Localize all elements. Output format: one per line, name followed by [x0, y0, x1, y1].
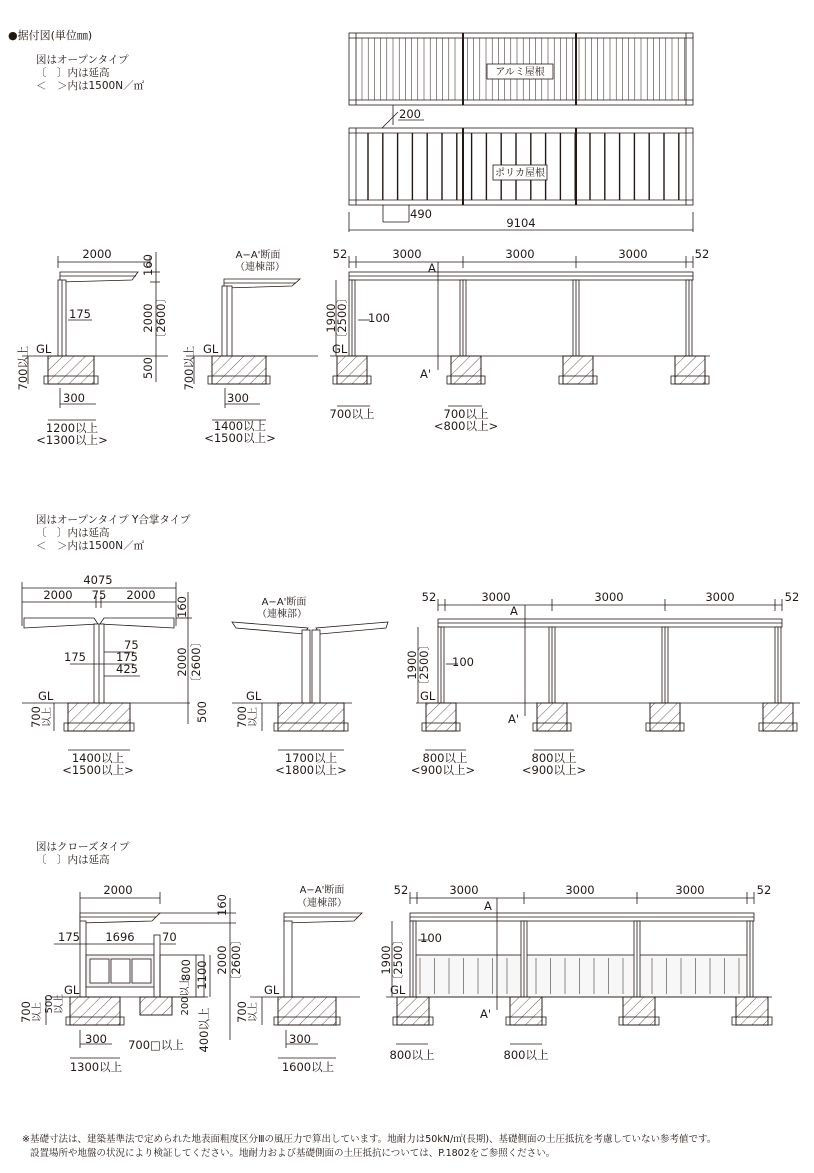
s1-gl: GL [36, 342, 52, 356]
s1-dim-700: 700以上 [16, 345, 30, 391]
s3-el-dim-800b: 800以上 [503, 1048, 549, 1062]
s3-section-subtitle: （連棟部） [297, 898, 347, 909]
s2-dim-2600: 〔2600〕 [189, 635, 203, 689]
s3-dim-500-suffix: 以上 [54, 994, 65, 1014]
s2-section-dim-1700: 1700以上 [284, 751, 338, 765]
page-title: ●据付図(単位㎜) [8, 29, 93, 42]
s2-dim-1400: 1400以上 [71, 751, 125, 765]
s3-section-dim-700: 700 [235, 1001, 249, 1023]
s2-dim-175a: 175 [64, 650, 86, 664]
s2-dim-175b: 175 [116, 650, 138, 664]
s2-dim-2000a: 2000 [43, 588, 73, 602]
s1-el-dim-3000c: 3000 [618, 247, 648, 261]
footing [675, 356, 705, 384]
footing [763, 703, 793, 731]
footing [736, 997, 768, 1025]
s2-el-dim-52a: 52 [421, 590, 437, 604]
s2-dim-425: 425 [116, 662, 138, 676]
s1-section-dim-1500: <1500以上> [204, 431, 276, 445]
s1-dim-1200: 1200以上 [45, 421, 99, 435]
s2-section-dim-1800: <1800以上> [275, 763, 347, 777]
section3-note-bracket: 〔 〕内は延高 [36, 854, 110, 866]
footnote-line1: ※基礎寸法は、建築基準法で定められた地表面粗度区分Ⅲの風圧力で算出しています。地耐力は50kN/㎡(長期)、基礎側面の土圧抵抗を考慮していない参考値です。 [22, 1134, 717, 1145]
footing [451, 356, 481, 384]
dim-200: 200 [399, 107, 421, 121]
section1-note-bracket: 〔 〕内は延高 [36, 67, 110, 79]
s1-section-view [182, 248, 318, 445]
s1-el-A-prime: A' [420, 367, 432, 381]
s3-dim-800: 800 [179, 959, 193, 981]
s3-section-gl: GL [264, 983, 280, 997]
s3-dim-400: 400以上 [197, 1007, 211, 1053]
s1-el-dim-3000b: 3000 [505, 247, 535, 261]
section2-note-bracket: 〔 〕内は延高 [36, 527, 110, 539]
s2-dim-2000b: 2000 [126, 588, 156, 602]
section1-note-load: ＜ ＞内は1500N／㎡ [36, 80, 145, 92]
s3-dim-700: 700 [19, 1001, 33, 1023]
s2-dim-2000h: 2000 [175, 647, 189, 677]
s2-el-A: A [510, 604, 518, 618]
s3-side-view [19, 883, 243, 1074]
s1-el-dim-2500: 〔2500〕 [335, 291, 349, 345]
s3-dim-700-suffix: 以上 [32, 1002, 43, 1022]
s2-el-dim-100: 100 [452, 655, 474, 669]
s3-dim-2000h: 2000 [215, 945, 229, 975]
s2-el-dim-900b: <900以上> [521, 763, 587, 777]
s3-dim-1696: 1696 [105, 930, 135, 944]
s1-el-dim-100: 100 [368, 311, 390, 325]
s3-dim-300: 300 [85, 1032, 107, 1046]
s3-dim-175: 175 [58, 930, 80, 944]
s3-el-dim-2500: 〔2500〕 [391, 933, 405, 987]
plan-polycarbonate-roof [349, 128, 693, 232]
s3-el-dim-3000c: 3000 [675, 883, 705, 897]
s3-dim-1300: 1300以上 [69, 1060, 123, 1074]
s1-dim-300: 300 [63, 391, 85, 405]
plan-aluminium-roof [349, 33, 693, 128]
s2-el-dim-3000c: 3000 [705, 590, 735, 604]
dim-490: 490 [410, 207, 432, 221]
s2-el-dim-3000b: 3000 [594, 590, 624, 604]
s2-section-view [232, 595, 388, 777]
s1-section-dim-700: 700以上 [182, 345, 196, 391]
footing [510, 997, 542, 1025]
polycarbonate-roof-label: ポリカ屋根 [495, 168, 545, 179]
s1-section-subtitle: （連棟部） [235, 262, 285, 273]
s1-el-A: A [428, 261, 436, 275]
s2-el-dim-800b: 800以上 [531, 751, 577, 765]
s3-el-A-prime: A' [480, 1007, 492, 1021]
dim-9104: 9104 [506, 216, 536, 230]
s1-el-dim-1900: 1900 [324, 303, 338, 333]
s2-section-dim-700: 700 [235, 706, 249, 728]
s1-el-gl: GL [332, 342, 348, 356]
s3-dim-2000w: 2000 [103, 883, 133, 897]
s2-el-gl: GL [420, 689, 436, 703]
s2-dim-4075: 4075 [83, 573, 113, 587]
s2-dim-700: 700 [29, 706, 43, 728]
aluminium-roof-label: アルミ屋根 [495, 67, 545, 78]
section2-note-load: ＜ ＞内は1500N／㎡ [36, 540, 145, 552]
s3-el-dim-100: 100 [420, 931, 442, 945]
section3-note-type: 図はクローズタイプ [36, 841, 130, 853]
footing [623, 997, 655, 1025]
s2-dim-1500: <1500以上> [62, 763, 134, 777]
s1-dim-2000w: 2000 [82, 247, 112, 261]
footing [650, 703, 680, 731]
s3-section-dim-1600: 1600以上 [281, 1060, 335, 1074]
s3-el-dim-1900: 1900 [379, 945, 393, 975]
s3-el-dim-3000a: 3000 [449, 883, 479, 897]
s2-section-dim-700-suffix: 以上 [248, 707, 259, 727]
s2-el-dim-900a: <900以上> [410, 763, 476, 777]
s2-dim-75: 75 [91, 588, 107, 602]
s3-section-dim-300: 300 [289, 1032, 311, 1046]
s2-section-gl: GL [246, 689, 262, 703]
footing [563, 356, 593, 384]
s2-el-dim-3000a: 3000 [481, 590, 511, 604]
s2-elevation [405, 590, 800, 777]
s3-section-title: A−A'断面 [299, 885, 345, 896]
s1-el-dim-52b: 52 [694, 247, 710, 261]
footing [537, 703, 567, 731]
s1-section-dim-1400: 1400以上 [213, 419, 267, 433]
footnote-line2: 設置場所や地盤の状況により検証してください。地耐力および基礎側面の土圧抵抗については、P.1802をご参照ください。 [30, 1148, 556, 1159]
s1-dim-500: 500 [141, 357, 155, 379]
s2-gl: GL [38, 689, 54, 703]
s3-el-gl: GL [390, 983, 406, 997]
s1-el-dim-800: <800以上> [433, 419, 499, 433]
s1-section-dim-300: 300 [227, 391, 249, 405]
s1-dim-2600: 〔2600〕 [154, 291, 168, 345]
s3-section-dim-700-suffix: 以上 [248, 1002, 259, 1022]
s3-el-dim-800a: 800以上 [389, 1048, 435, 1062]
s3-dim-70: 70 [162, 930, 177, 944]
s2-el-dim-1900: 1900 [405, 650, 419, 680]
s3-dim-1100: 1100 [195, 960, 209, 990]
s1-dim-1300: <1300以上> [36, 433, 108, 447]
section1-note-type: 図はオープンタイプ [36, 54, 129, 66]
s3-elevation [379, 883, 772, 1062]
s1-side-view [16, 247, 168, 447]
s1-el-dim-700a: 700以上 [329, 407, 375, 421]
s3-dim-160: 160 [215, 894, 229, 916]
s1-section-title: A−A'断面 [235, 250, 281, 261]
s1-dim-175: 175 [69, 307, 91, 321]
s2-dim-160: 160 [175, 596, 189, 618]
s1-elevation [324, 247, 710, 433]
s2-section-title: A−A'断面 [261, 597, 307, 608]
s3-dim-700sq: 700□以上 [128, 1038, 184, 1052]
s3-el-A: A [484, 899, 492, 913]
s3-el-dim-52a: 52 [393, 883, 409, 897]
s2-el-A-prime: A' [508, 712, 520, 726]
s1-section-gl: GL [203, 342, 219, 356]
footing [337, 356, 367, 384]
section2-note-type: 図はオープンタイプ Y合掌タイプ [36, 514, 191, 526]
s2-el-dim-52b: 52 [784, 590, 800, 604]
footing [426, 703, 456, 731]
s2-el-dim-2500: 〔2500〕 [417, 638, 431, 692]
footing [397, 997, 429, 1025]
s3-dim-2600: 〔2600〕 [229, 933, 243, 987]
s2-dim-75b: 75 [124, 638, 139, 652]
s1-el-dim-52a: 52 [332, 247, 348, 261]
s3-section-view [235, 883, 362, 1074]
s3-dim-200: 200以上 [180, 976, 191, 1016]
s1-el-dim-3000a: 3000 [392, 247, 422, 261]
s2-el-dim-800a: 800以上 [422, 751, 468, 765]
s1-dim-2000h: 2000 [141, 303, 155, 333]
s3-gl: GL [64, 983, 80, 997]
s3-el-dim-3000b: 3000 [565, 883, 595, 897]
s3-dim-500: 500 [44, 994, 55, 1014]
s1-el-dim-700b: 700以上 [443, 407, 489, 421]
s3-el-dim-52b: 52 [756, 883, 772, 897]
s2-section-subtitle: （連棟部） [257, 609, 307, 620]
s1-dim-160: 160 [141, 254, 155, 276]
s2-dim-700-suffix: 以上 [42, 707, 53, 727]
s2-side-view [22, 573, 209, 777]
s2-dim-500: 500 [195, 701, 209, 723]
